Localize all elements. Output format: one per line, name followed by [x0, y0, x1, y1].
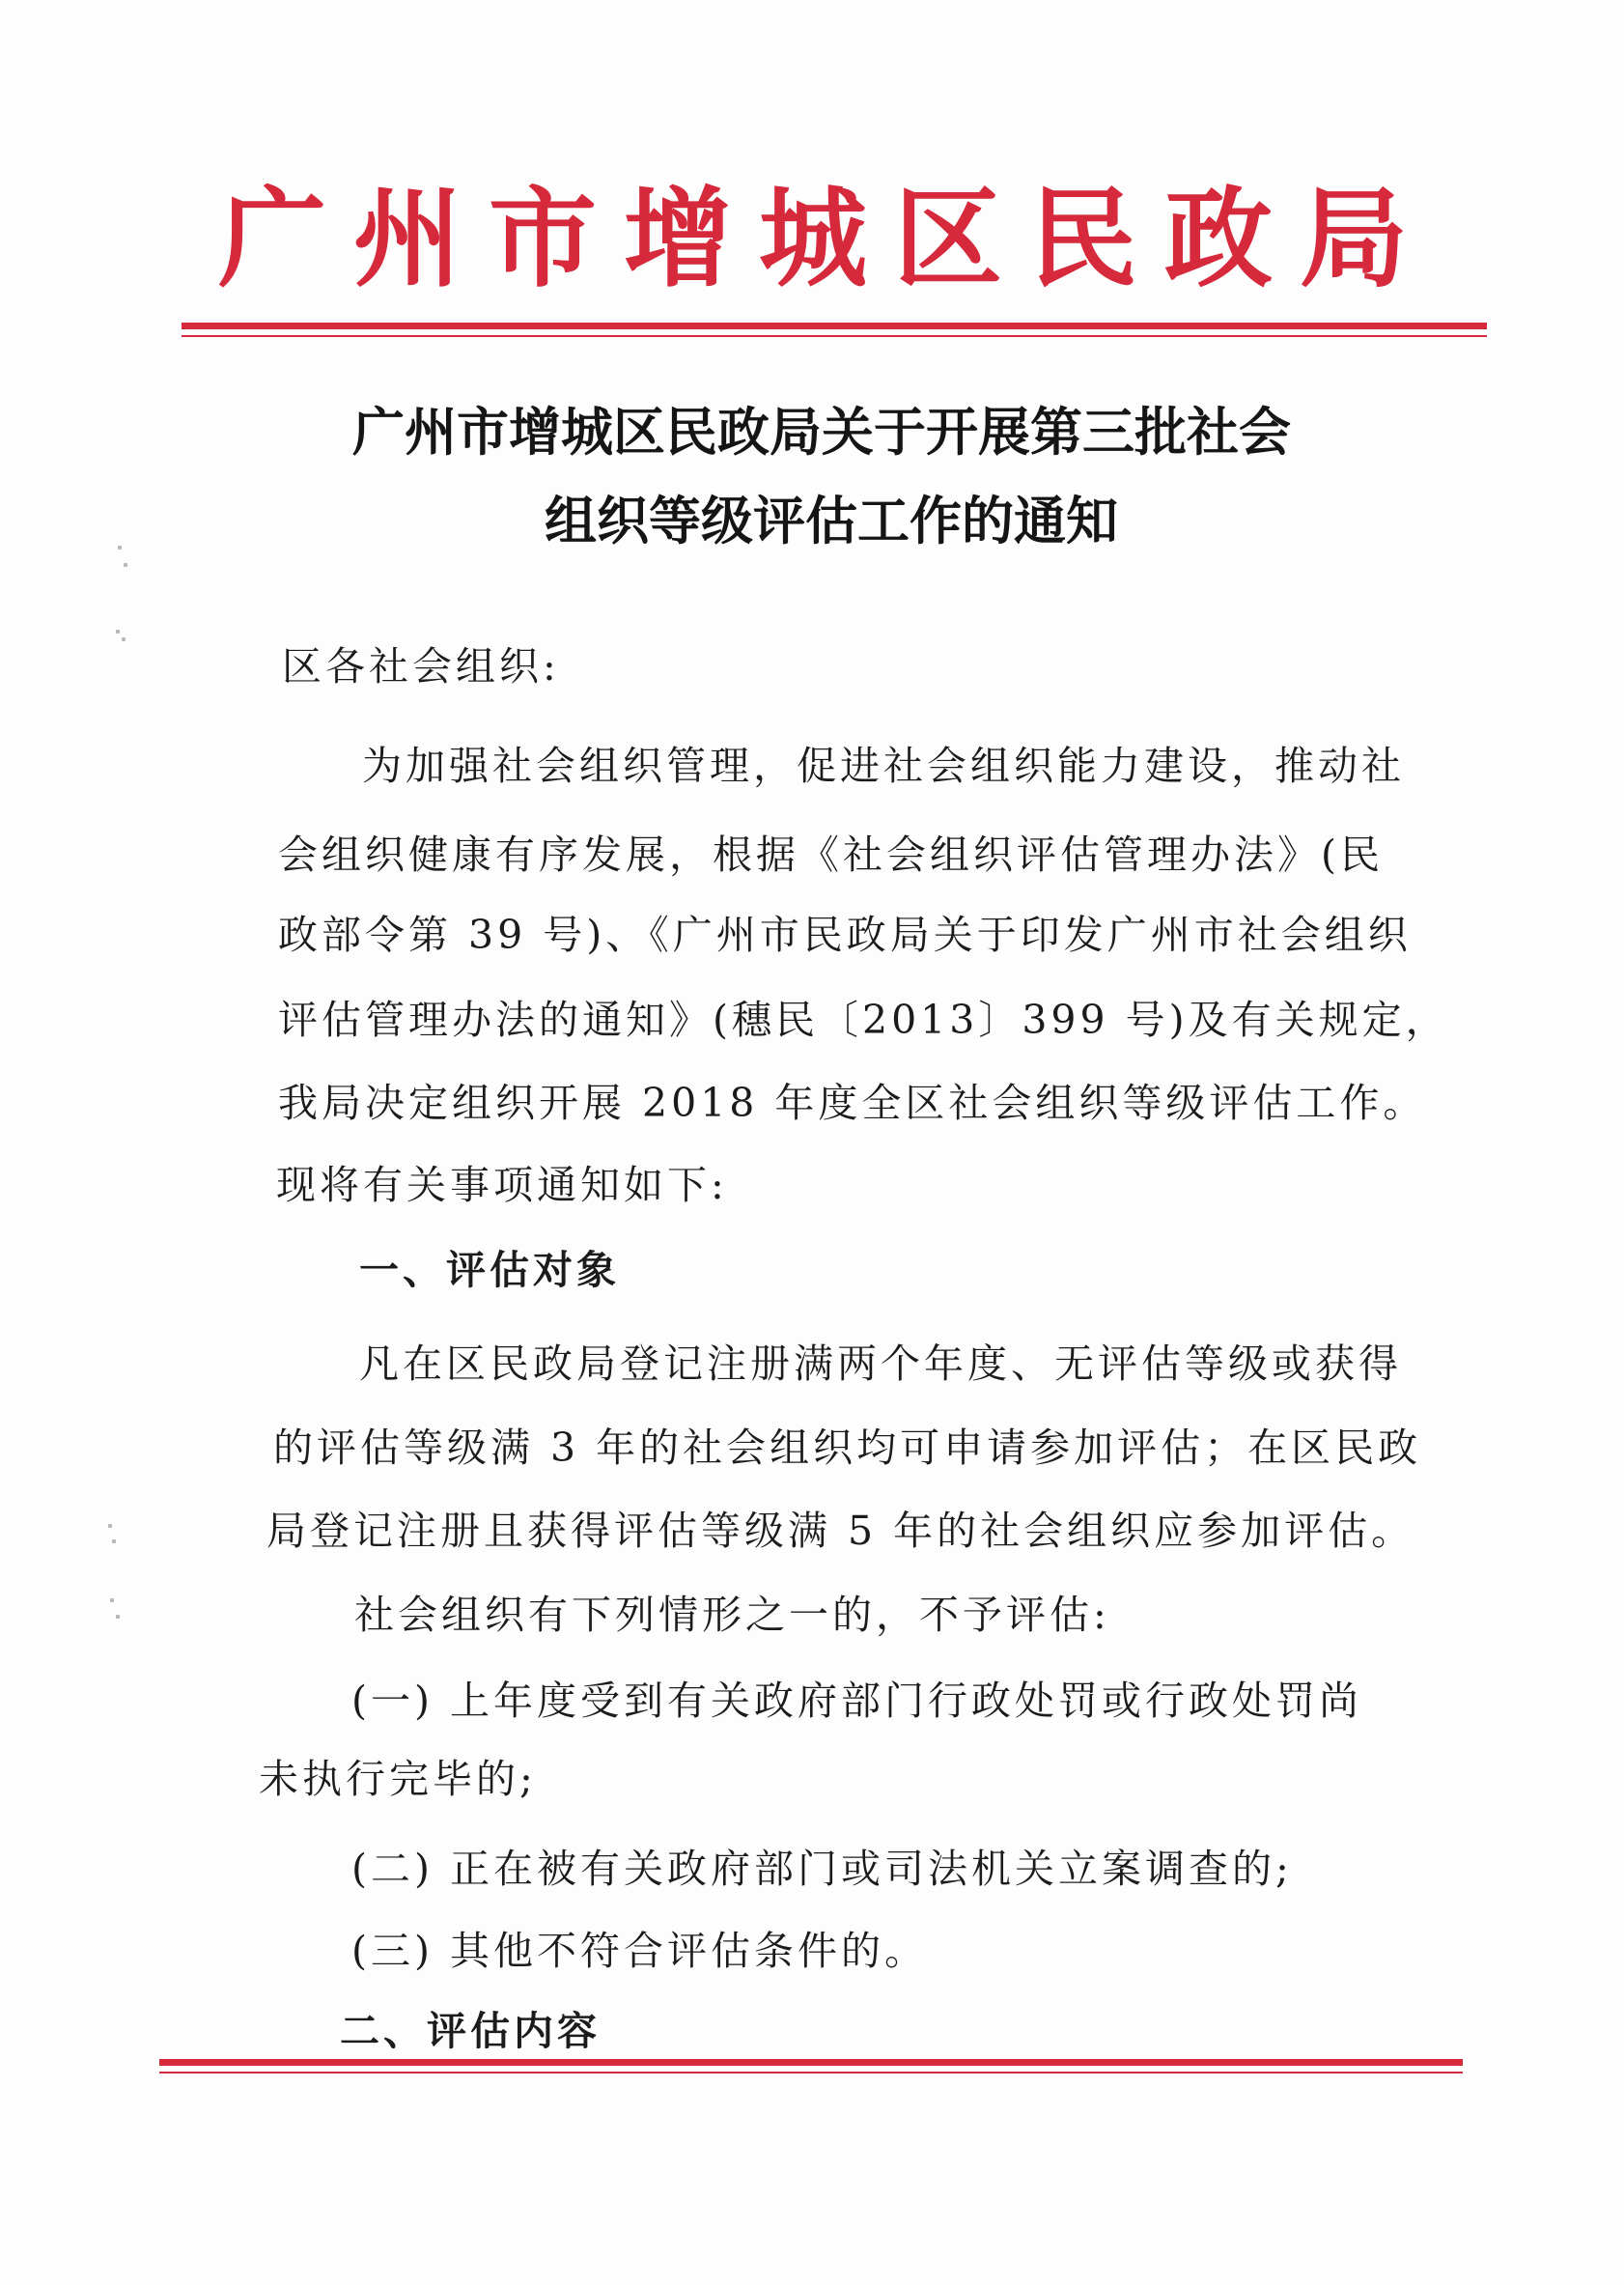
binding-hole-mark — [110, 1598, 114, 1602]
exclusion-intro: 社会组织有下列情形之一的，不予评估: — [354, 1592, 1110, 1638]
letterhead-org-name: 广州市增城区民政局 — [218, 176, 1435, 302]
binding-hole-mark — [118, 546, 122, 550]
intro-line-2: 会组织健康有序发展，根据《社会组织评估管理办法》(民 — [278, 832, 1384, 878]
intro-line-6: 现将有关事项通知如下: — [276, 1162, 728, 1208]
intro-line-1: 为加强社会组织管理，促进社会组织能力建设，推动社 — [362, 743, 1405, 789]
binding-hole-mark — [124, 563, 127, 567]
binding-hole-mark — [112, 1539, 116, 1543]
red-rule-thin — [182, 335, 1487, 337]
exclusion-item-2: (二) 正在被有关政府部门或司法机关立案调查的; — [351, 1846, 1293, 1892]
exclusion-item-3: (三) 其他不符合评估条件的。 — [351, 1928, 929, 1974]
intro-line-3: 政部令第 39 号)、《广州市民政局关于印发广州市社会组织 — [278, 912, 1412, 958]
binding-hole-mark — [122, 637, 126, 641]
letterhead-red-rule — [182, 323, 1487, 337]
binding-hole-mark — [116, 630, 120, 634]
red-rule-thick — [182, 323, 1487, 329]
binding-hole-mark — [108, 1524, 112, 1528]
document-title-line-2: 组织等级评估工作的通知 — [545, 491, 1118, 551]
section-2-heading: 二、评估内容 — [340, 2008, 601, 2054]
section-1-line-3: 局登记注册且获得评估等级满 5 年的社会组织应参加评估。 — [266, 1508, 1415, 1554]
footer-rule-thick — [159, 2059, 1463, 2066]
exclusion-item-1: (一) 上年度受到有关政府部门行政处罚或行政处罚尚 — [351, 1678, 1363, 1724]
section-1-heading: 一、评估对象 — [359, 1247, 620, 1293]
section-1-line-2: 的评估等级满 3 年的社会组织均可申请参加评估；在区民政 — [273, 1425, 1422, 1471]
salutation: 区各社会组织: — [282, 643, 560, 690]
document-title-line-1: 广州市增城区民政局关于开展第三批社会 — [352, 402, 1291, 463]
binding-hole-mark — [116, 1615, 120, 1619]
exclusion-item-1-continued: 未执行完毕的; — [259, 1756, 537, 1802]
intro-line-4: 评估管理办法的通知》(穗民〔2013〕399 号)及有关规定， — [278, 997, 1449, 1043]
section-1-line-1: 凡在区民政局登记注册满两个年度、无评估等级或获得 — [359, 1340, 1402, 1387]
intro-line-5: 我局决定组织开展 2018 年度全区社会组织等级评估工作。 — [278, 1080, 1427, 1126]
footer-rule-thin — [159, 2072, 1463, 2073]
footer-red-rule — [159, 2059, 1463, 2073]
